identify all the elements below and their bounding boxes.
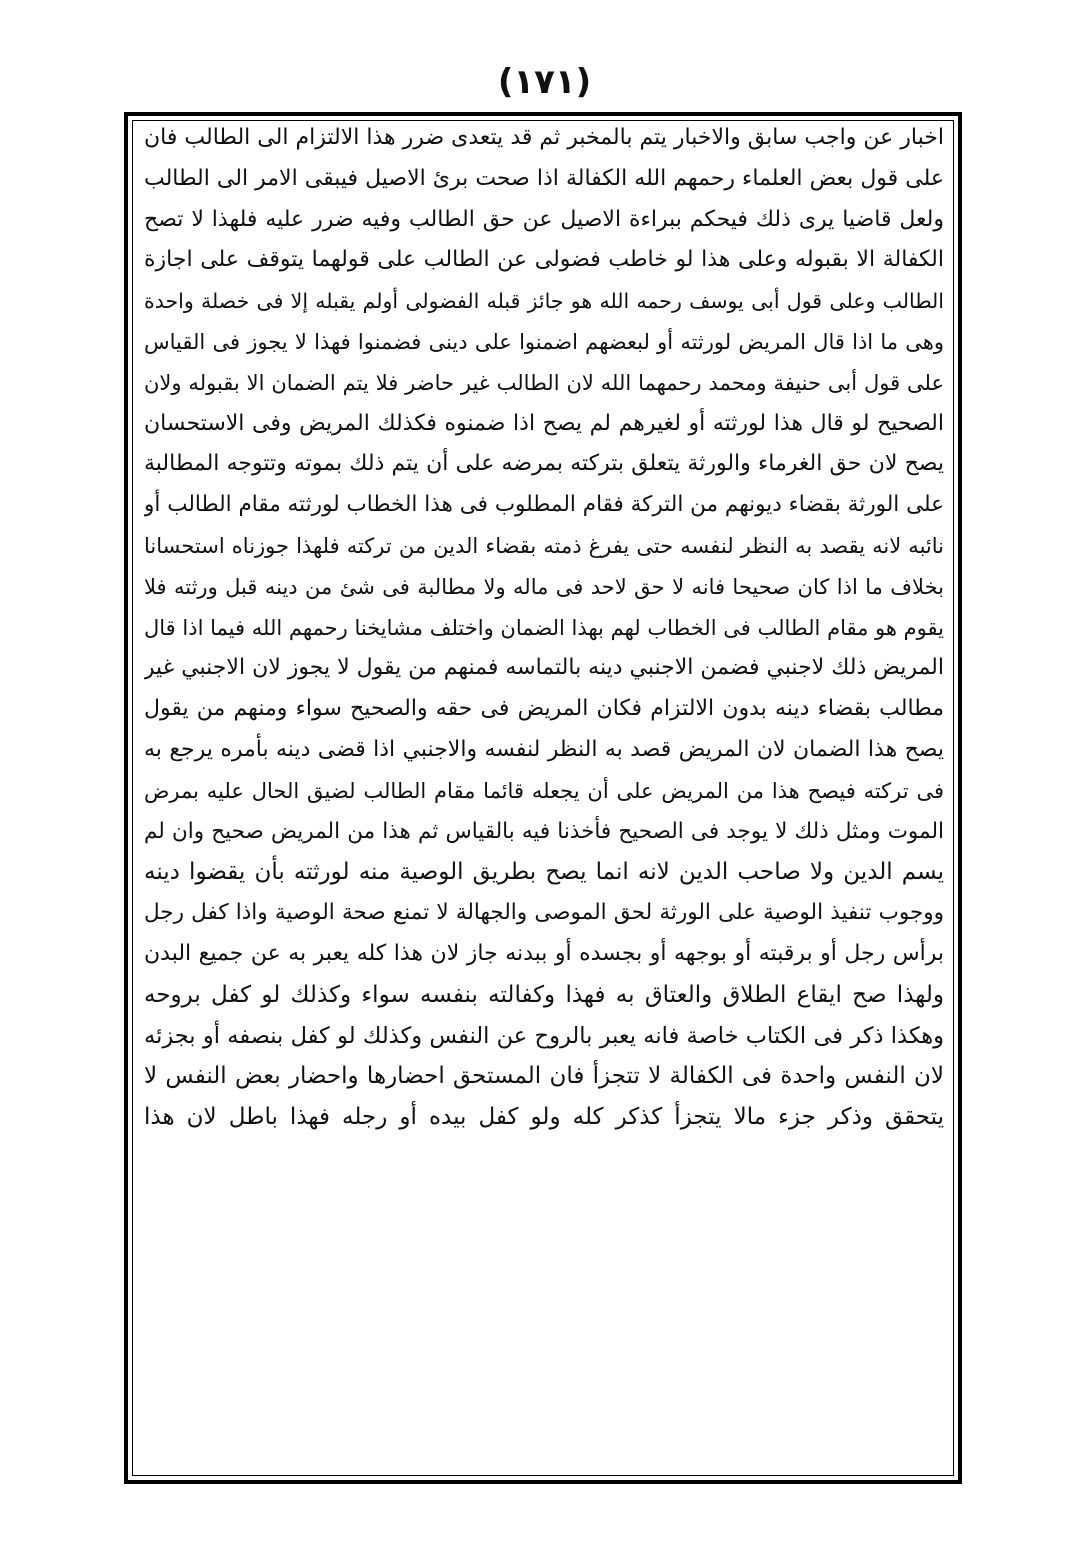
text-line: نائبه لانه يقصد به النظر لنفسه حتى يفرغ ذمته بقضاء الدين من تركته فلهذا جوزناه استحسانا (144, 533, 944, 558)
text-line: يسم الدين ولا صاحب الدين لانه انما يصح بطريق الوصية منه لورثته بأن يقضوا دينه (144, 859, 944, 886)
text-line: مطالب بقضاء دينه بدون الالتزام فكان المريض فى حقه والصحيح سواء ومنهم من يقول (144, 696, 944, 722)
text-line: الموت ومثل ذلك لا يوجد فى الصحيح فأخذنا فيه بالقياس ثم هذا من المريض صحيح وان لم (144, 818, 944, 844)
text-line: فى تركته فيصح هذا من المريض على أن يجعله قائما مقام الطالب لضيق الحال عليه بمرض (144, 778, 944, 803)
text-line: على قول أبى حنيفة ومحمد رحمهما الله لان الطالب غير حاضر فلا يتم الضمان الا بقبوله ولان (144, 370, 944, 395)
text-line: الكفالة الا بقبوله وعلى هذا لو خاطب فضولى عن الطالب على قولهما يتوقف على اجازة (144, 247, 944, 273)
main-text (144, 118, 944, 1138)
text-line: على قول بعض العلماء رحمهم الله الكفالة اذا صحت برئ الاصيل فيبقى الامر الى الطالب (144, 165, 944, 191)
text-line: يصح لان حق الغرماء والورثة يتعلق بتركته بمرضه على أن يتم ذلك بموته وتتوجه المطالبة (144, 451, 944, 477)
text-line: يتحقق وذكر جزء مالا يتجزأ كذكر كله ولو كفل بيده أو رجله فهذا باطل لان هذا (144, 1104, 944, 1131)
text-line: اخبار عن واجب سابق والاخبار يتم بالمخبر ثم قد يتعدى ضرر هذا الالتزام الى الطالب فان (144, 125, 944, 150)
text-line: ولهذا صح ايقاع الطلاق والعتاق به فهذا وكفالته بنفسه سواء وكذلك لو كفل بروحه (144, 981, 944, 1008)
text-line: وهى ما اذا قال المريض لورثته أو لبعضهم اضمنوا على دينى فضمنوا فهذا لا يجوز فى القياس (144, 329, 944, 354)
text-line: لان النفس واحدة فى الكفالة لا تتجزأ فان المستحق احضارها واحضار بعض النفس لا (144, 1063, 944, 1090)
text-line: يصح هذا الضمان لان المريض قصد به النظر لنفسه والاجنبي اذا قضى دينه بأمره يرجع به (144, 736, 944, 762)
text-line: الصحيح لو قال هذا لورثته أو لغيرهم لم يصح اذا ضمنوه فكذلك المريض وفى الاستحسان (144, 410, 944, 436)
page-number: (١٧١) (497, 62, 592, 102)
text-line: يقوم هو مقام الطالب فى الخطاب لهم بهذا الضمان واختلف مشايخنا رحمهم الله فيما اذا قال (144, 615, 944, 640)
text-line: برأس رجل أو برقبته أو بوجهه أو بجسده أو ببدنه جاز لان هذا كله يعبر به عن جميع البدن (144, 940, 944, 966)
text-line: المريض ذلك لاجنبي فضمن الاجنبي دينه بالتماسه فمنهم من يقول لا يجوز لان الاجنبي غير (144, 655, 944, 681)
text-line: بخلاف ما اذا كان صحيحا فانه لا حق لاحد فى ماله ولا مطالبة فى شئ من دينه قبل ورثته فلا (144, 574, 944, 599)
text-line: وهكذا ذكر فى الكتاب خاصة فانه يعبر بالروح عن النفس وكذلك لو كفل بنصفه أو بجزئه (144, 1022, 944, 1049)
text-line: على الورثة بقضاء ديونهم من التركة فقام المطلوب فى هذا الخطاب لورثته مقام الطالب أو (144, 492, 944, 518)
text-line: ولعل قاضيا يرى ذلك فيحكم ببراءة الاصيل عن حق الطالب وفيه ضرر عليه فلهذا لا تصح (144, 206, 944, 232)
text-line: ووجوب تنفيذ الوصية على الورثة لحق الموصى والجهالة لا تمنع صحة الوصية واذا كفل رجل (144, 900, 944, 926)
text-line: الطالب وعلى قول أبى يوسف رحمه الله هو جائز قبله الفضولى أولم يقبله إلا فى خصلة واحدة (144, 289, 944, 314)
